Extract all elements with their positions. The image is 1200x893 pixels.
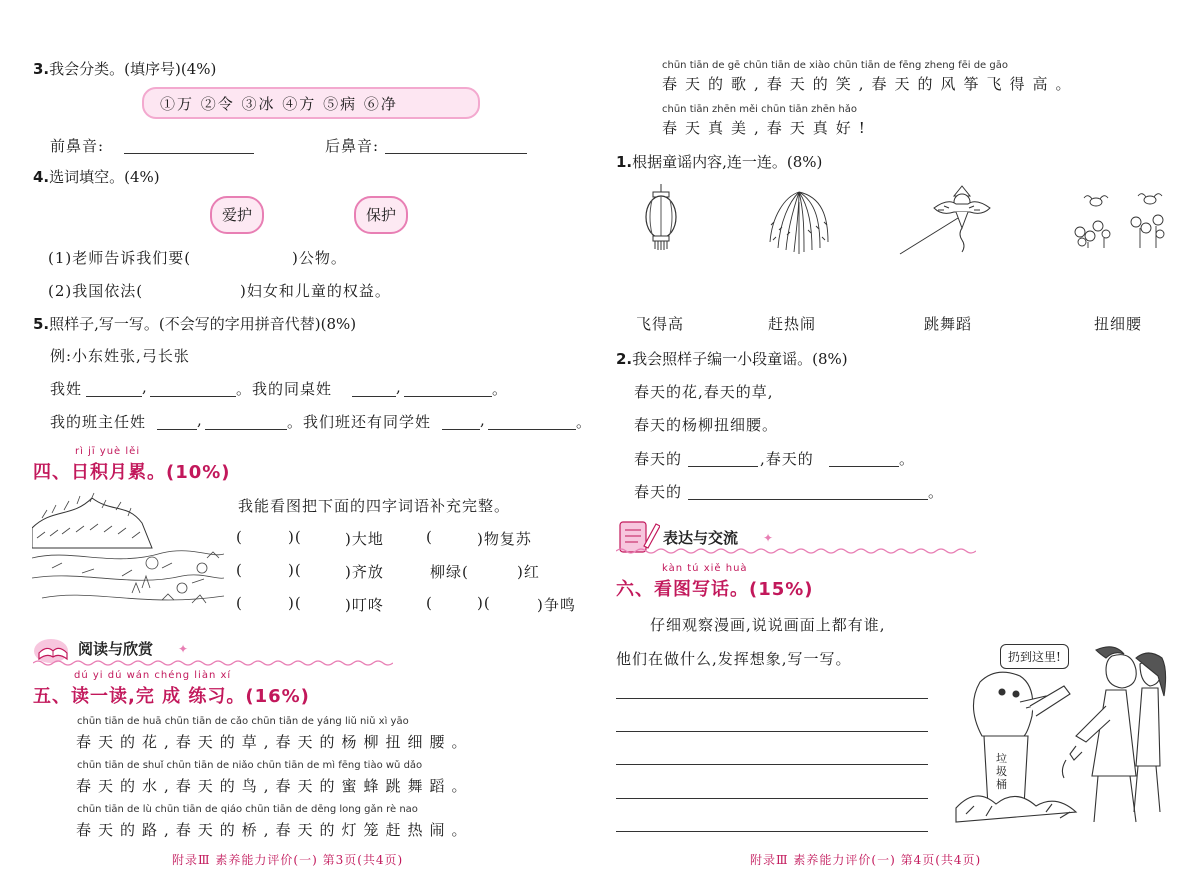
writing-line-2[interactable] (616, 731, 928, 732)
idiom-row1-p4: ( (426, 528, 433, 546)
poem-l2-pinyin: chūn tiān de shuǐ chūn tiān de niǎo chūn tiān de mì fēng tiào wǔ dǎo (77, 760, 423, 771)
r-q2-heading: 2.我会照样子编一小段童谣。(8%) (616, 350, 848, 368)
expression-banner: 表达与交流 (663, 529, 739, 547)
q4-line1-end: )公物。 (292, 249, 347, 267)
q5-line1-a: 我姓 (50, 380, 83, 398)
r-q2-line4-a: 春天的 (634, 483, 683, 501)
idiom-row2-p4: 柳绿( (430, 563, 469, 581)
sec4-title: 四、日积月累。(10%) (33, 462, 231, 483)
q5-example: 例:小东姓张,弓长张 (50, 347, 190, 365)
poem-r2-pinyin: chūn tiān zhēn měi chūn tiān zhēn hǎo (662, 104, 858, 115)
q5-line1-c: 。我的同桌姓 (236, 380, 333, 398)
q5-line2-c: 。我们班还有同学姓 (287, 413, 432, 431)
poem-r1-pinyin: chūn tiān de gē chūn tiān de xiào chūn tiān de fēng zheng fēi de gāo (662, 60, 1008, 71)
r-q2-line3-c: 。 (899, 450, 916, 468)
kite-image (898, 184, 1026, 256)
sec4-intro: 我能看图把下面的四字词语补充完整。 (238, 497, 511, 515)
q5-blank-7[interactable] (442, 429, 480, 430)
q5-blank-6[interactable] (205, 429, 287, 430)
q5-blank-4[interactable] (404, 396, 492, 397)
idiom-row3-p6: )争鸣 (537, 596, 576, 614)
q5-comma-1: , (142, 378, 148, 396)
match-label-fly-high: 飞得高 (636, 315, 685, 333)
q3-front-label: 前鼻音: (50, 137, 105, 155)
r-q2-line4-b: 。 (928, 483, 945, 501)
q4-line1-start: (1)老师告诉我们要( (48, 249, 192, 267)
idiom-row2-p3: )齐放 (345, 563, 384, 581)
idiom-row3-p3: )叮咚 (345, 596, 384, 614)
poem-l2: 春天的水,春天的鸟,春天的蜜蜂跳舞蹈。 (76, 777, 474, 795)
q5-blank-5[interactable] (157, 429, 197, 430)
writing-line-5[interactable] (616, 831, 928, 832)
q5-line2-a: 我的班主任姓 (50, 413, 147, 431)
r-q2-line3-a: 春天的 (634, 450, 683, 468)
q3-front-blank[interactable] (124, 153, 254, 154)
sec5-pinyin: dú yi dú wán chéng liàn xí (74, 670, 232, 681)
trash-bin-label: 垃圾桶 (996, 752, 1007, 791)
idiom-row1-p1: ( (236, 528, 243, 546)
sec6-prompt-1: 仔细观察漫画,说说画面上都有谁, (650, 616, 886, 634)
lantern-image (636, 184, 686, 254)
idiom-row3-p4: ( (426, 594, 433, 612)
match-label-dance: 跳舞蹈 (924, 315, 973, 333)
sec6-pinyin: kàn tú xiě huà (662, 563, 748, 574)
q5-comma-2: , (396, 378, 402, 396)
idiom-row2-p2: )( (288, 561, 302, 579)
q3-options: ①万 ②令 ③冰 ④方 ⑤病 ⑥净 (160, 95, 398, 113)
q4-heading: 4.选词填空。(4%) (33, 168, 160, 186)
idiom-row1-p5: )物复苏 (477, 530, 532, 548)
reading-divider (33, 659, 393, 667)
willow-tree-image (764, 182, 834, 257)
r-q2-line2: 春天的杨柳扭细腰。 (634, 416, 779, 434)
r-q2-blank-1[interactable] (688, 466, 758, 467)
q5-blank-2[interactable] (150, 396, 236, 397)
poem-l3: 春天的路,春天的桥,春天的灯笼赶热闹。 (76, 821, 474, 839)
sec6-prompt-2: 他们在做什么,发挥想象,写一写。 (616, 650, 852, 668)
q5-period-2: 。 (576, 413, 593, 431)
sparkle-icon: ✦ (763, 531, 774, 545)
poem-l1: 春天的花,春天的草,春天的杨柳扭细腰。 (76, 733, 474, 751)
sec4-pinyin: rì jī yuè lěi (75, 446, 141, 457)
writing-line-1[interactable] (616, 698, 928, 699)
match-label-bustle: 赶热闹 (768, 315, 817, 333)
poem-r1: 春天的歌,春天的笑,春天的风筝飞得高。 (662, 75, 1079, 93)
q4-line2-start: (2)我国依法( (48, 282, 144, 300)
idiom-row3-p1: ( (236, 594, 243, 612)
right-footer: 附录Ⅲ 素养能力评价(一) 第4页(共4页) (750, 853, 982, 867)
q5-comma-4: , (480, 411, 486, 429)
writing-line-3[interactable] (616, 764, 928, 765)
poem-r2: 春天真美,春天真好! (662, 119, 873, 137)
r-q2-blank-3[interactable] (688, 499, 928, 500)
word-card-baohu: 保护 (354, 196, 408, 234)
match-label-waist: 扭细腰 (1094, 315, 1143, 333)
q5-comma-3: , (197, 411, 203, 429)
idiom-row2-p1: ( (236, 561, 243, 579)
reading-banner: 阅读与欣赏 (78, 640, 154, 658)
q3-back-blank[interactable] (385, 153, 527, 154)
r-q2-line1: 春天的花,春天的草, (634, 383, 774, 401)
expression-divider (616, 547, 976, 555)
idiom-row3-p5: )( (477, 594, 491, 612)
q5-blank-1[interactable] (86, 396, 142, 397)
sec6-title: 六、看图写话。(15%) (616, 579, 814, 600)
poem-l1-pinyin: chūn tiān de huā chūn tiān de cǎo chūn tiān de yáng liǔ niǔ xì yāo (77, 716, 409, 727)
q4-line2-end: )妇女和儿童的权益。 (240, 282, 391, 300)
spring-landscape-image (32, 488, 224, 618)
q5-blank-8[interactable] (488, 429, 576, 430)
q5-period-1: 。 (492, 380, 509, 398)
word-card-aihu: 爱护 (210, 196, 264, 234)
speech-bubble: 扔到这里! (1000, 644, 1069, 669)
sec5-title: 五、读一读,完 成 练习。(16%) (33, 686, 310, 707)
idiom-row3-p2: )( (288, 594, 302, 612)
sparkle-icon: ✦ (178, 642, 189, 656)
idiom-row2-p5: )红 (517, 563, 540, 581)
idiom-row1-p2: )( (288, 528, 302, 546)
r-q1-heading: 1.根据童谣内容,连一连。(8%) (616, 153, 823, 171)
left-footer: 附录Ⅲ 素养能力评价(一) 第3页(共4页) (172, 853, 404, 867)
q3-back-label: 后鼻音: (325, 137, 380, 155)
r-q2-blank-2[interactable] (829, 466, 899, 467)
idiom-row1-p3: )大地 (345, 530, 384, 548)
bees-flowers-image (1068, 192, 1168, 248)
r-q2-line3-b: ,春天的 (760, 450, 814, 468)
q3-heading: 3.我会分类。(填序号)(4%) (33, 60, 217, 78)
q5-heading: 5.照样子,写一写。(不会写的字用拼音代替)(8%) (33, 315, 357, 333)
poem-l3-pinyin: chūn tiān de lù chūn tiān de qiáo chūn tiān de dēng long gǎn rè nao (77, 804, 418, 815)
q5-blank-3[interactable] (352, 396, 396, 397)
writing-line-4[interactable] (616, 798, 928, 799)
